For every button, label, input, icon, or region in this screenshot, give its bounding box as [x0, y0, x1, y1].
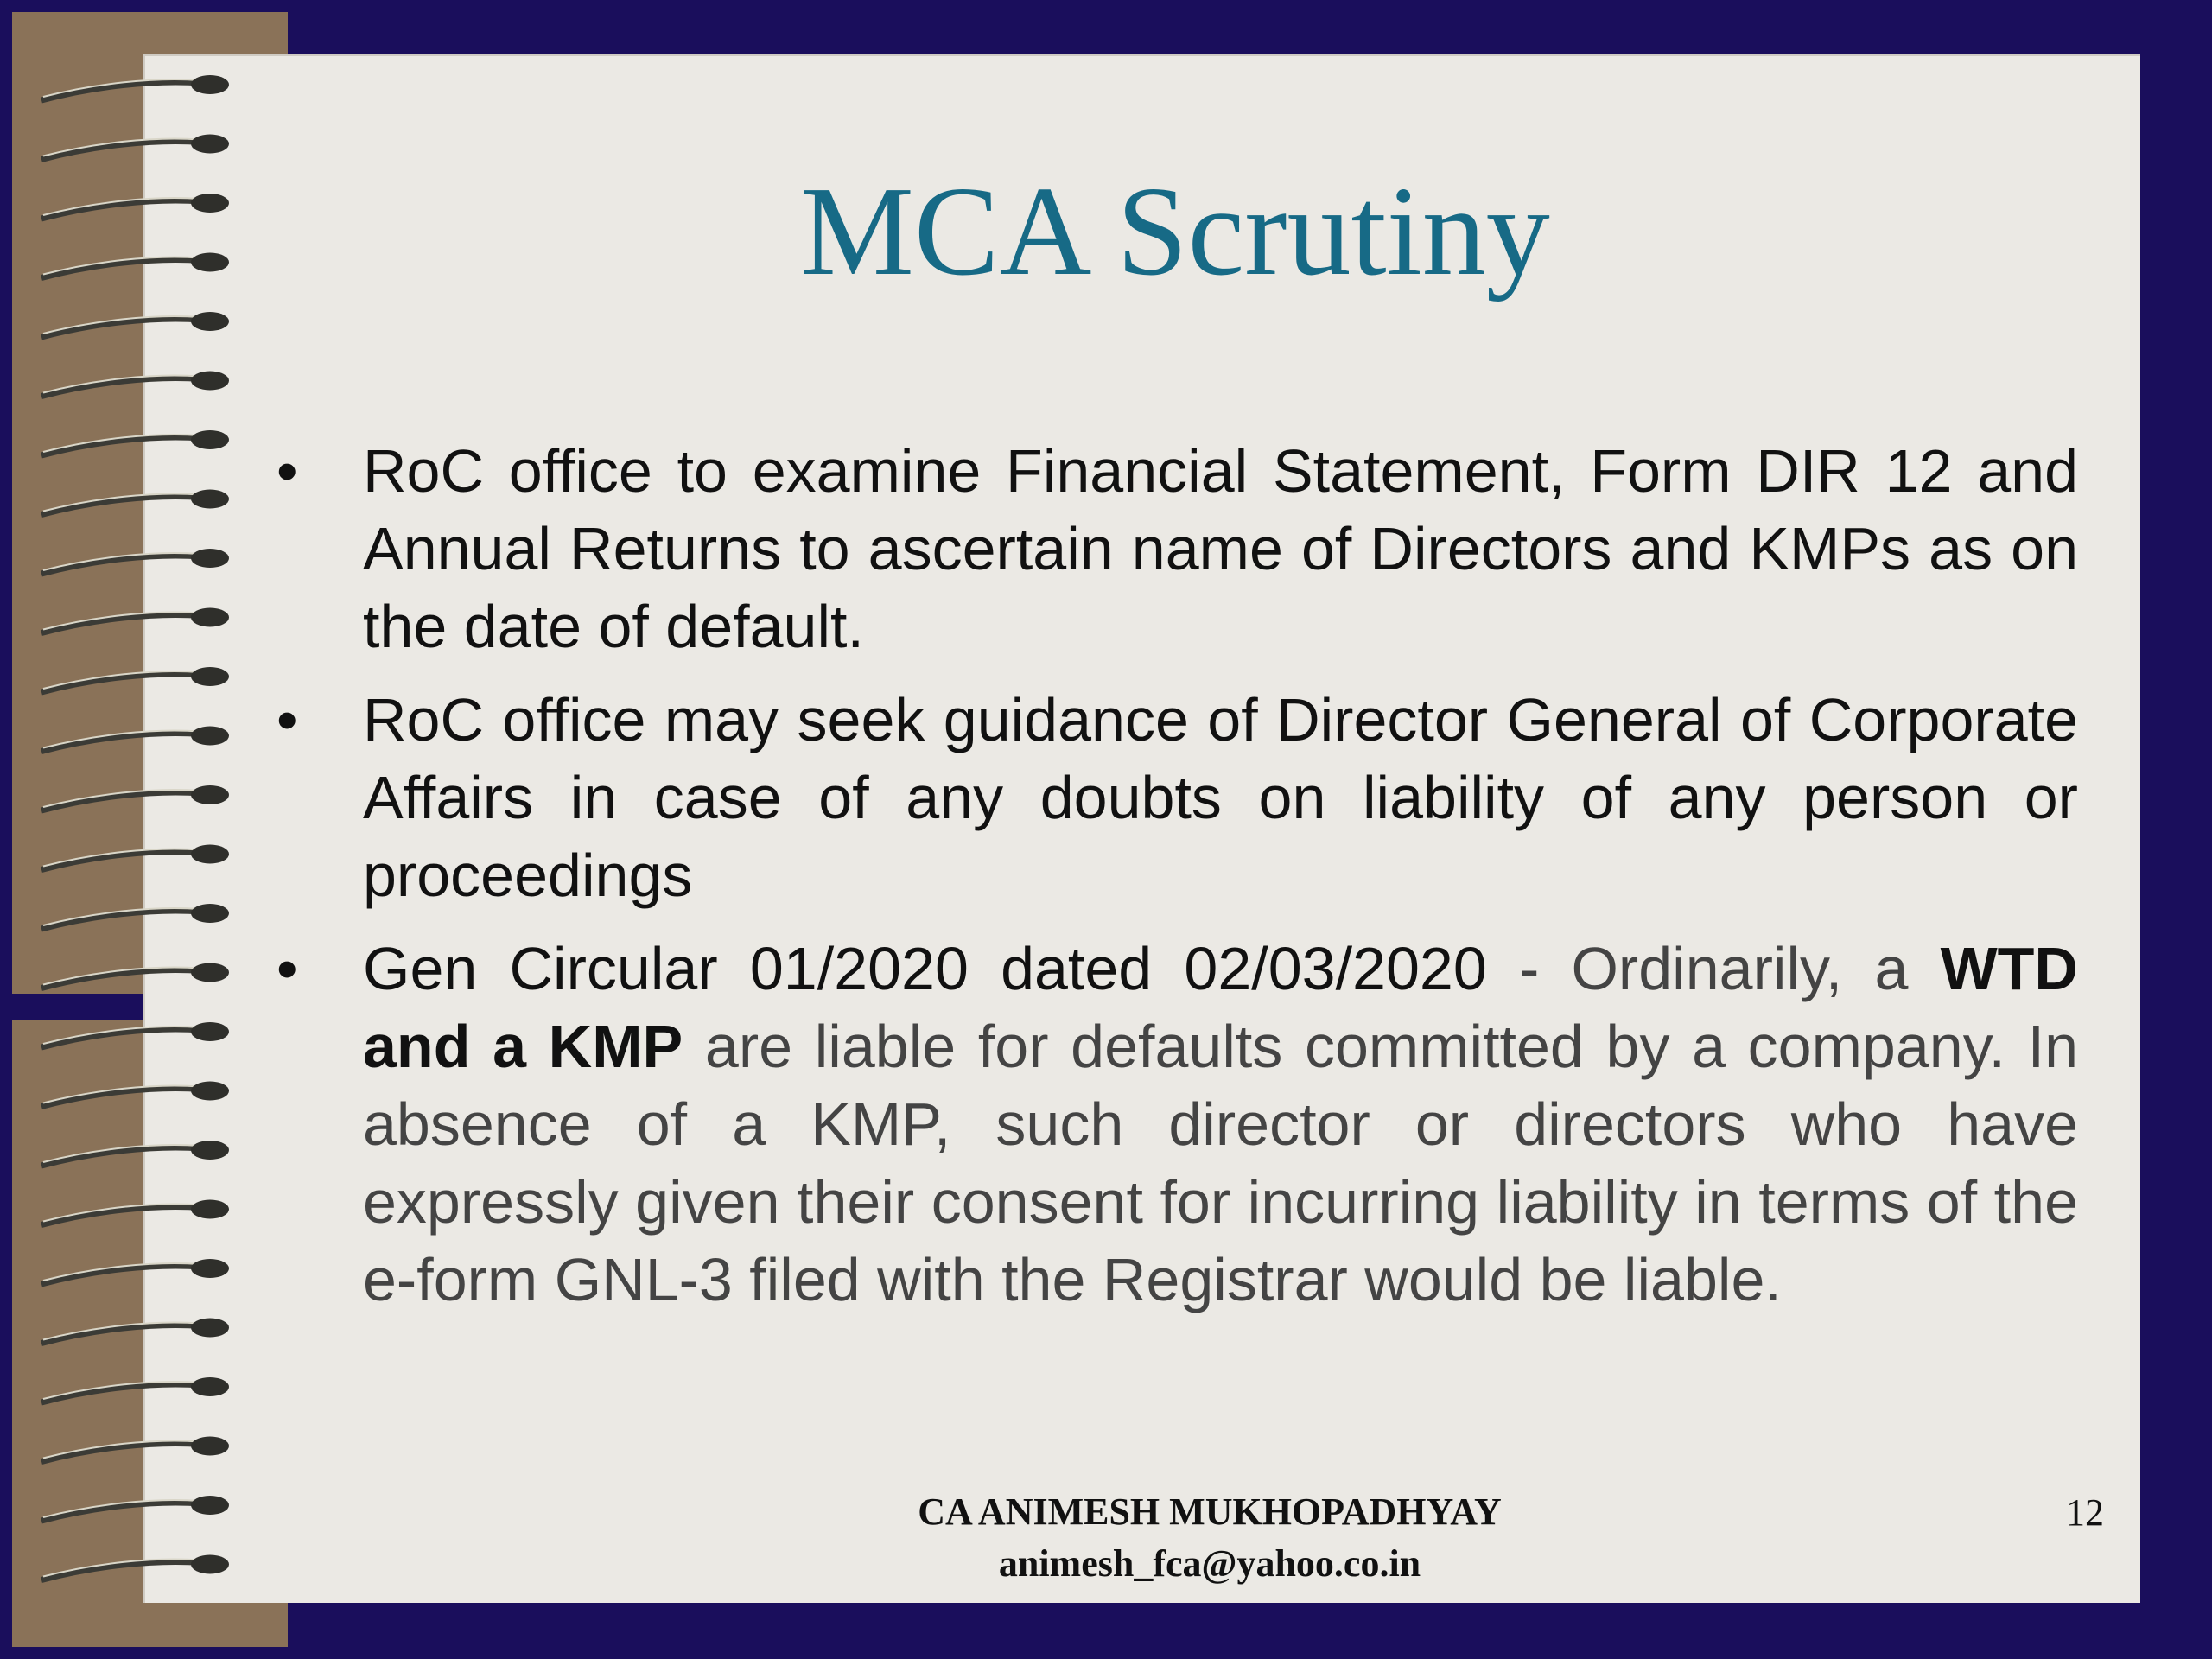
- bullet-item: [259, 930, 2078, 1319]
- slide-title: MCA Scrutiny: [800, 161, 1550, 302]
- bullet-text-pre: Ordinarily, a: [1571, 935, 1941, 1002]
- slide-left-edge: [0, 0, 12, 1659]
- spiral-hole: [191, 135, 229, 154]
- spiral-hole: [191, 608, 229, 627]
- spiral-hole: [191, 1437, 229, 1456]
- spiral-hole: [191, 1022, 229, 1041]
- spiral-hole: [191, 549, 229, 568]
- footer-email: animesh_fca@yahoo.co.in: [998, 1542, 1421, 1585]
- spiral-hole: [191, 845, 229, 864]
- spiral-hole: [191, 430, 229, 449]
- spiral-hole: [191, 727, 229, 746]
- bullet-marker: •: [276, 437, 298, 505]
- bullet-circular-ref: Gen Circular 01/2020 dated 02/03/2020: [363, 935, 1487, 1002]
- spiral-hole: [191, 1200, 229, 1219]
- spiral-hole: [191, 75, 229, 94]
- spiral-hole: [191, 312, 229, 331]
- spiral-hole: [191, 1319, 229, 1338]
- bullet-marker: •: [276, 686, 298, 753]
- spiral-hole: [191, 253, 229, 272]
- bullet-text-bold: WTD and a KMP: [363, 935, 2078, 1080]
- spiral-hole: [191, 490, 229, 509]
- bullet-separator: -: [1486, 935, 1572, 1002]
- spiral-hole: [191, 667, 229, 686]
- bullet-text-post: are liable for defaults committed by a company. In absence of a KMP, such director or directors who have expressly given their consent for incurring liability in terms of the e-form GNL-3 filed with the Registrar would be liable.: [363, 1013, 2079, 1313]
- spiral-binding-icon: [24, 52, 249, 1607]
- bullet-item: [259, 432, 2078, 665]
- spiral-hole: [191, 194, 229, 213]
- spiral-hole: [191, 1082, 229, 1101]
- spiral-hole: [191, 785, 229, 804]
- bullet-item: [259, 681, 2078, 914]
- bullet-text: RoC office may seek guidance of Director General of Corporate Affairs in case of any doubts on liability of any person or proceedings: [363, 686, 2078, 909]
- slide-footer: [0, 1486, 2212, 1590]
- spiral-hole: [191, 1259, 229, 1278]
- bullet-list: [259, 432, 2078, 1334]
- spiral-hole: [191, 904, 229, 923]
- spiral-hole: [191, 372, 229, 391]
- bullet-marker: •: [276, 935, 298, 1002]
- bullet-text: RoC office to examine Financial Statement, Form DIR 12 and Annual Returns to ascertain name of Directors and KMPs as on the date of default.: [363, 437, 2078, 660]
- page-number: 12: [2066, 1491, 2104, 1534]
- spiral-hole: [191, 1377, 229, 1396]
- spiral-hole: [191, 963, 229, 982]
- spiral-hole: [191, 1141, 229, 1160]
- footer-author: CA ANIMESH MUKHOPADHYAY: [918, 1491, 1502, 1533]
